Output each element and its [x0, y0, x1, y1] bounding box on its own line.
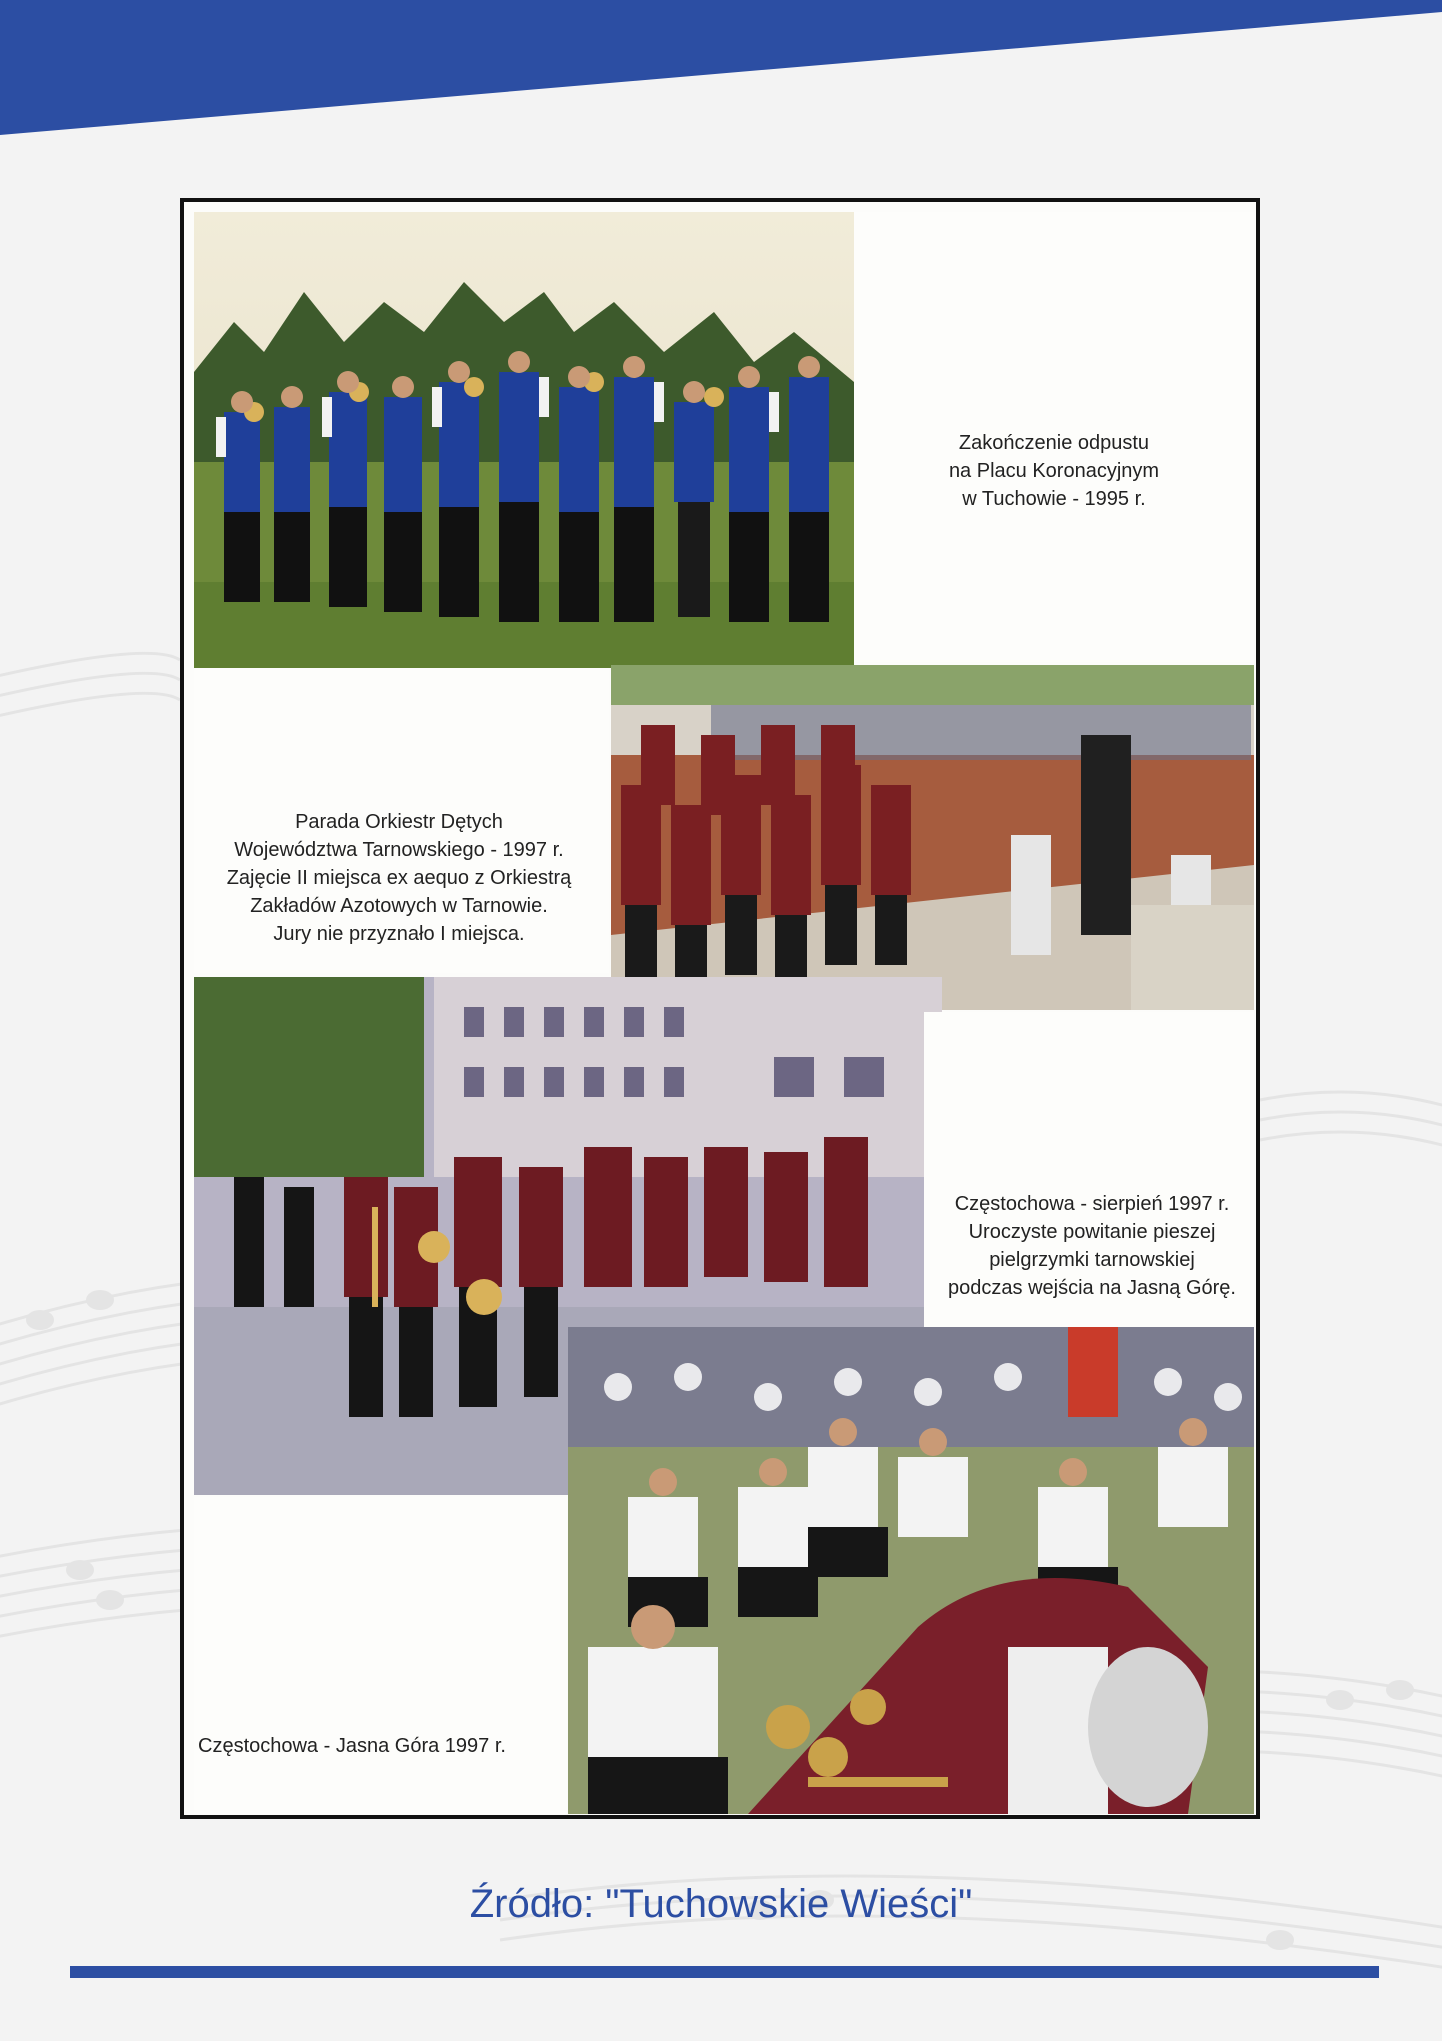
caption-odpust — [884, 429, 1224, 513]
photo-band-odpust-1995 — [194, 212, 854, 668]
caption-line: Parada Orkiestr Dętych — [295, 811, 503, 833]
photo-parade-1997 — [611, 665, 1254, 1010]
bottom-divider — [70, 1966, 1379, 1978]
caption-line: Zajęcie II miejsca ex aequo z Orkiestrą — [226, 867, 572, 889]
caption-line: Województwa Tarnowskiego - 1997 r. — [234, 839, 564, 861]
caption-line: Częstochowa - sierpień 1997 r. — [954, 1193, 1230, 1215]
caption-line: pielgrzymki tarnowskiej — [989, 1249, 1195, 1271]
top-blue-band — [0, 0, 1442, 140]
caption-line: Zakończenie odpustu — [958, 432, 1150, 454]
caption-czestochowa-sierpien — [924, 1190, 1260, 1302]
caption-line: w Tuchowie - 1995 r. — [962, 488, 1146, 510]
caption-line: Zakładów Azotowych w Tarnowie. — [250, 895, 548, 917]
caption-parada — [194, 808, 604, 948]
caption-line: Częstochowa - Jasna Góra 1997 r. — [198, 1735, 506, 1757]
caption-line: Uroczyste powitanie pieszej — [968, 1221, 1216, 1243]
caption-jasna-gora — [198, 1732, 558, 1760]
caption-line: podczas wejścia na Jasną Górę. — [948, 1277, 1236, 1299]
magazine-scan — [180, 198, 1260, 1819]
caption-line: Jury nie przyznało I miejsca. — [273, 923, 525, 945]
source-credit: Źródło: "Tuchowskie Wieści" — [469, 1882, 973, 1926]
photo-jasna-gora-1997 — [568, 1327, 1254, 1814]
caption-line: na Placu Koronacyjnym — [948, 460, 1160, 482]
caption-box-bottom — [194, 1497, 567, 1814]
